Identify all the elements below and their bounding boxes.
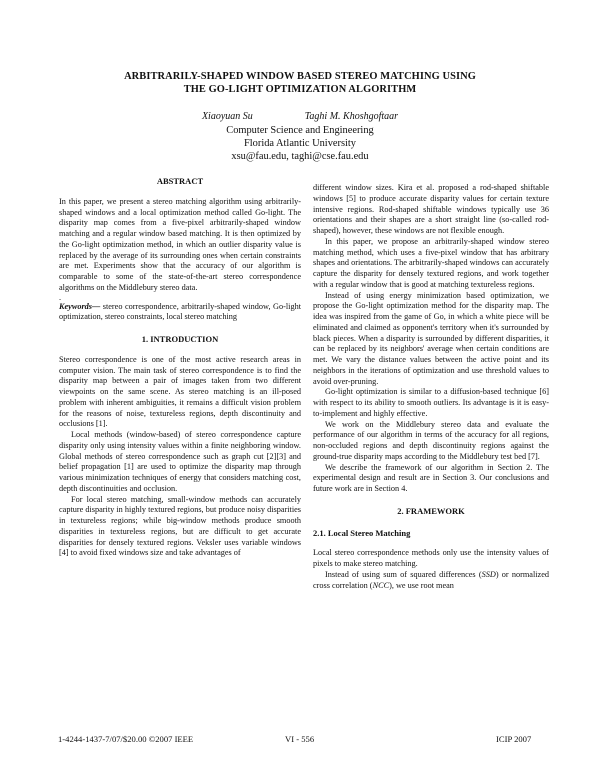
intro-paragraph-7: Go-light optimization is similar to a diffusion-based technique [6] with respect to its ability to smooth outliers. Its advantage is it is easy-to-implement and highly effective. [313,387,549,418]
affiliation-department: Computer Science and Engineering [226,125,374,136]
framework-paragraph-2 [313,570,549,592]
footer-page-number: VI - 556 [285,734,315,744]
footer-conference: ICIP 2007 [496,734,532,744]
paper-title [0,70,600,96]
intro-paragraph-8: We work on the Middlebury stereo data and evaluate the performance of our algorithm in terms of the accuracy for all regions, non-occluded regions and depth discontinuity regions against the ground-true disparity maps according to the Middlebury test bed [7]. [313,419,549,461]
intro-paragraph-5: In this paper, we propose an arbitrarily-shaped window stereo matching method, which uses a five-pixel window that has arbitrary shapes and orientations. The arbitrarily-shaped windows can accurately capture the disparity for densely textured regions, and work together with a regular window that is good at matching textureless regions. [313,236,549,289]
author-1: Xiaoyuan Su [201,111,253,122]
title-line-1: ARBITRARILY-SHAPED WINDOW BASED STEREO MATCHING USING [124,71,476,82]
abstract-text: In this paper, we present a stereo matching algorithm using arbitrarily-shaped windows and a local optimization method called Go-light. The disparity map comes from a five-pixel arbitrarily-shaped window matching and a regular window based matching. It is then optimized by the Go-light optimization method, in which an outlier disparity value is replaced by the average of its surrounding ones when certain constraints are met. Experiments show that the accuracy of our algorithm is comparable to some of the state-of-the-art stereo correspondence algorithms on the Middlebury stereo data. [59,196,301,292]
abstract-heading: ABSTRACT [156,176,204,186]
affiliation-emails: xsu@fau.edu, taghi@cse.fau.edu [231,151,369,162]
keywords-label: Keywords— [59,301,101,311]
framework-paragraph-1: Local stereo correspondence methods only use the intensity values of pixels to make stereo matching. [313,548,549,568]
intro-paragraph-9: We describe the framework of our algorithm in Section 2. The experimental design and result are in Section 3. Our conclusions and future work are in Section 4. [313,462,549,493]
framework-p2-part-a: Instead of using sum of squared differences ( [325,569,482,579]
ncc-term: NCC [372,580,390,590]
intro-paragraph-1: Stereo correspondence is one of the most active research areas in computer vision. The main task of stereo correspondence is to find the disparity map between a pair of images taken from two different viewpoints on the same scene. As stereo matching is an ill-posed problem with inherent ambiguities, it remains a difficult vision problem for the reasons of noise, textureless regions, depth discontinuity and occlusions [1]. [59,354,301,429]
author-2: Taghi M. Khoshgoftaar [304,111,399,122]
right-column [313,183,549,591]
intro-paragraph-2: Local methods (window-based) of stereo correspondence capture disparity only using intensity values within a finite neighboring window. Global methods of stereo correspondence such as graph cut [2][3] and belief propagation [1] are used to optimize the disparity map through various minimization techniques of energy that considers matching cost, depth discontinuities and occlusion. [59,430,301,493]
footer-copyright: 1-4244-1437-7/07/$20.00 ©2007 IEEE [58,734,194,744]
title-line-2: THE GO-LIGHT OPTIMIZATION ALGORITHM [183,84,417,95]
framework-p2-part-c: ), we use root mean [389,580,454,590]
intro-paragraph-6: Instead of using energy minimization based optimization, we propose the Go-light optimization method for the disparity map. The idea was inspired from the game of Go, in which a white piece will be eliminated and claimed as opponent's territory when it's surrounded by black pieces. When a disparity is surrounded by different disparities, it can be replaced by its neighbors' average when certain conditions are met. We vary the distance values between the active point and its neighbors in the iterations of optimization and use threshold values to avoid over-pruning. [313,290,549,386]
framework-heading: 2. FRAMEWORK [397,505,465,516]
keywords [59,302,301,324]
keywords-text: stereo correspondence, arbitrarily-shaped window, Go-light optimization, stereo constraints, local stereo matching [59,301,301,322]
affiliation-university: Florida Atlantic University [244,138,356,149]
abstract-dot: . [59,292,62,302]
intro-paragraph-3: For local stereo matching, small-window methods can accurately capture disparity in highly textured regions, but produce noisy disparities in textureless regions; while big-window methods produce smooth disparities in textureless regions, but are difficult to get accurate disparities for densely textured regions. Veksler uses variable windows [4] to avoid fixed windows size and take advantages of [59,494,301,558]
framework-p2-part-b: ) or normalized cross correlation ( [313,569,549,590]
intro-paragraph-4: different window sizes. Kira et al. proposed a rod-shaped shiftable windows [5] to produce accurate disparity values for certain texture intensive regions. Rod-shaped shiftable windows typically use 36 orientations and their shapes are a short straight line (so-called rod-shaped), however, these windows are not flexible enough. [313,183,549,235]
affiliation [0,124,600,163]
left-column [59,176,301,559]
author-list [0,111,600,123]
subsection-heading: 2.1. Local Stereo Matching [313,527,411,538]
ssd-term: SSD [481,569,496,579]
intro-heading: 1. INTRODUCTION [141,334,219,344]
